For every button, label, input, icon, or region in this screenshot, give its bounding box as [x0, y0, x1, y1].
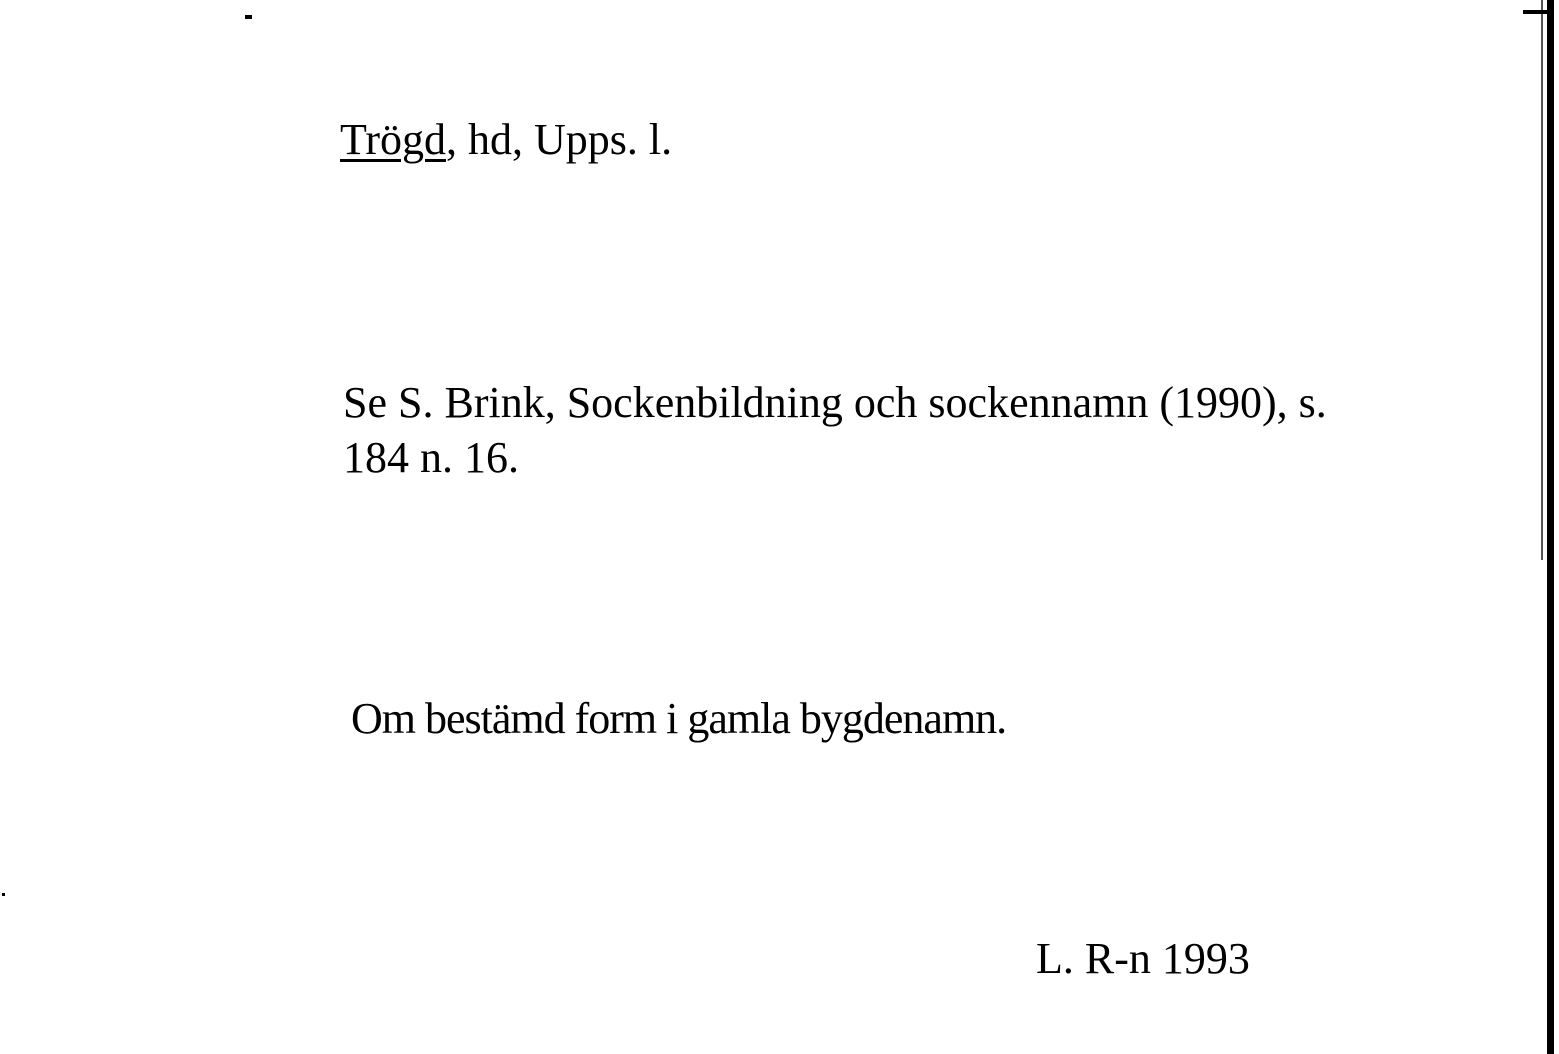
headword: Trögd	[340, 115, 446, 164]
scan-speck	[2, 893, 5, 896]
heading-rest: , hd, Upps. l.	[445, 115, 673, 164]
reference-line-2: 184 n. 16.	[343, 433, 519, 482]
reference-line-1: Se S. Brink, Sockenbildning och sockennamn (1990), s.	[343, 378, 1327, 427]
scan-speck	[245, 15, 252, 19]
card-heading	[340, 115, 673, 164]
card-edge-tick	[1523, 10, 1547, 14]
signature: L. R-n 1993	[1036, 934, 1250, 983]
card-edge-line	[1547, 0, 1554, 1054]
card-edge-line	[1541, 0, 1543, 560]
note-text: Om bestämd form i gamla bygdenamn.	[351, 694, 1007, 743]
